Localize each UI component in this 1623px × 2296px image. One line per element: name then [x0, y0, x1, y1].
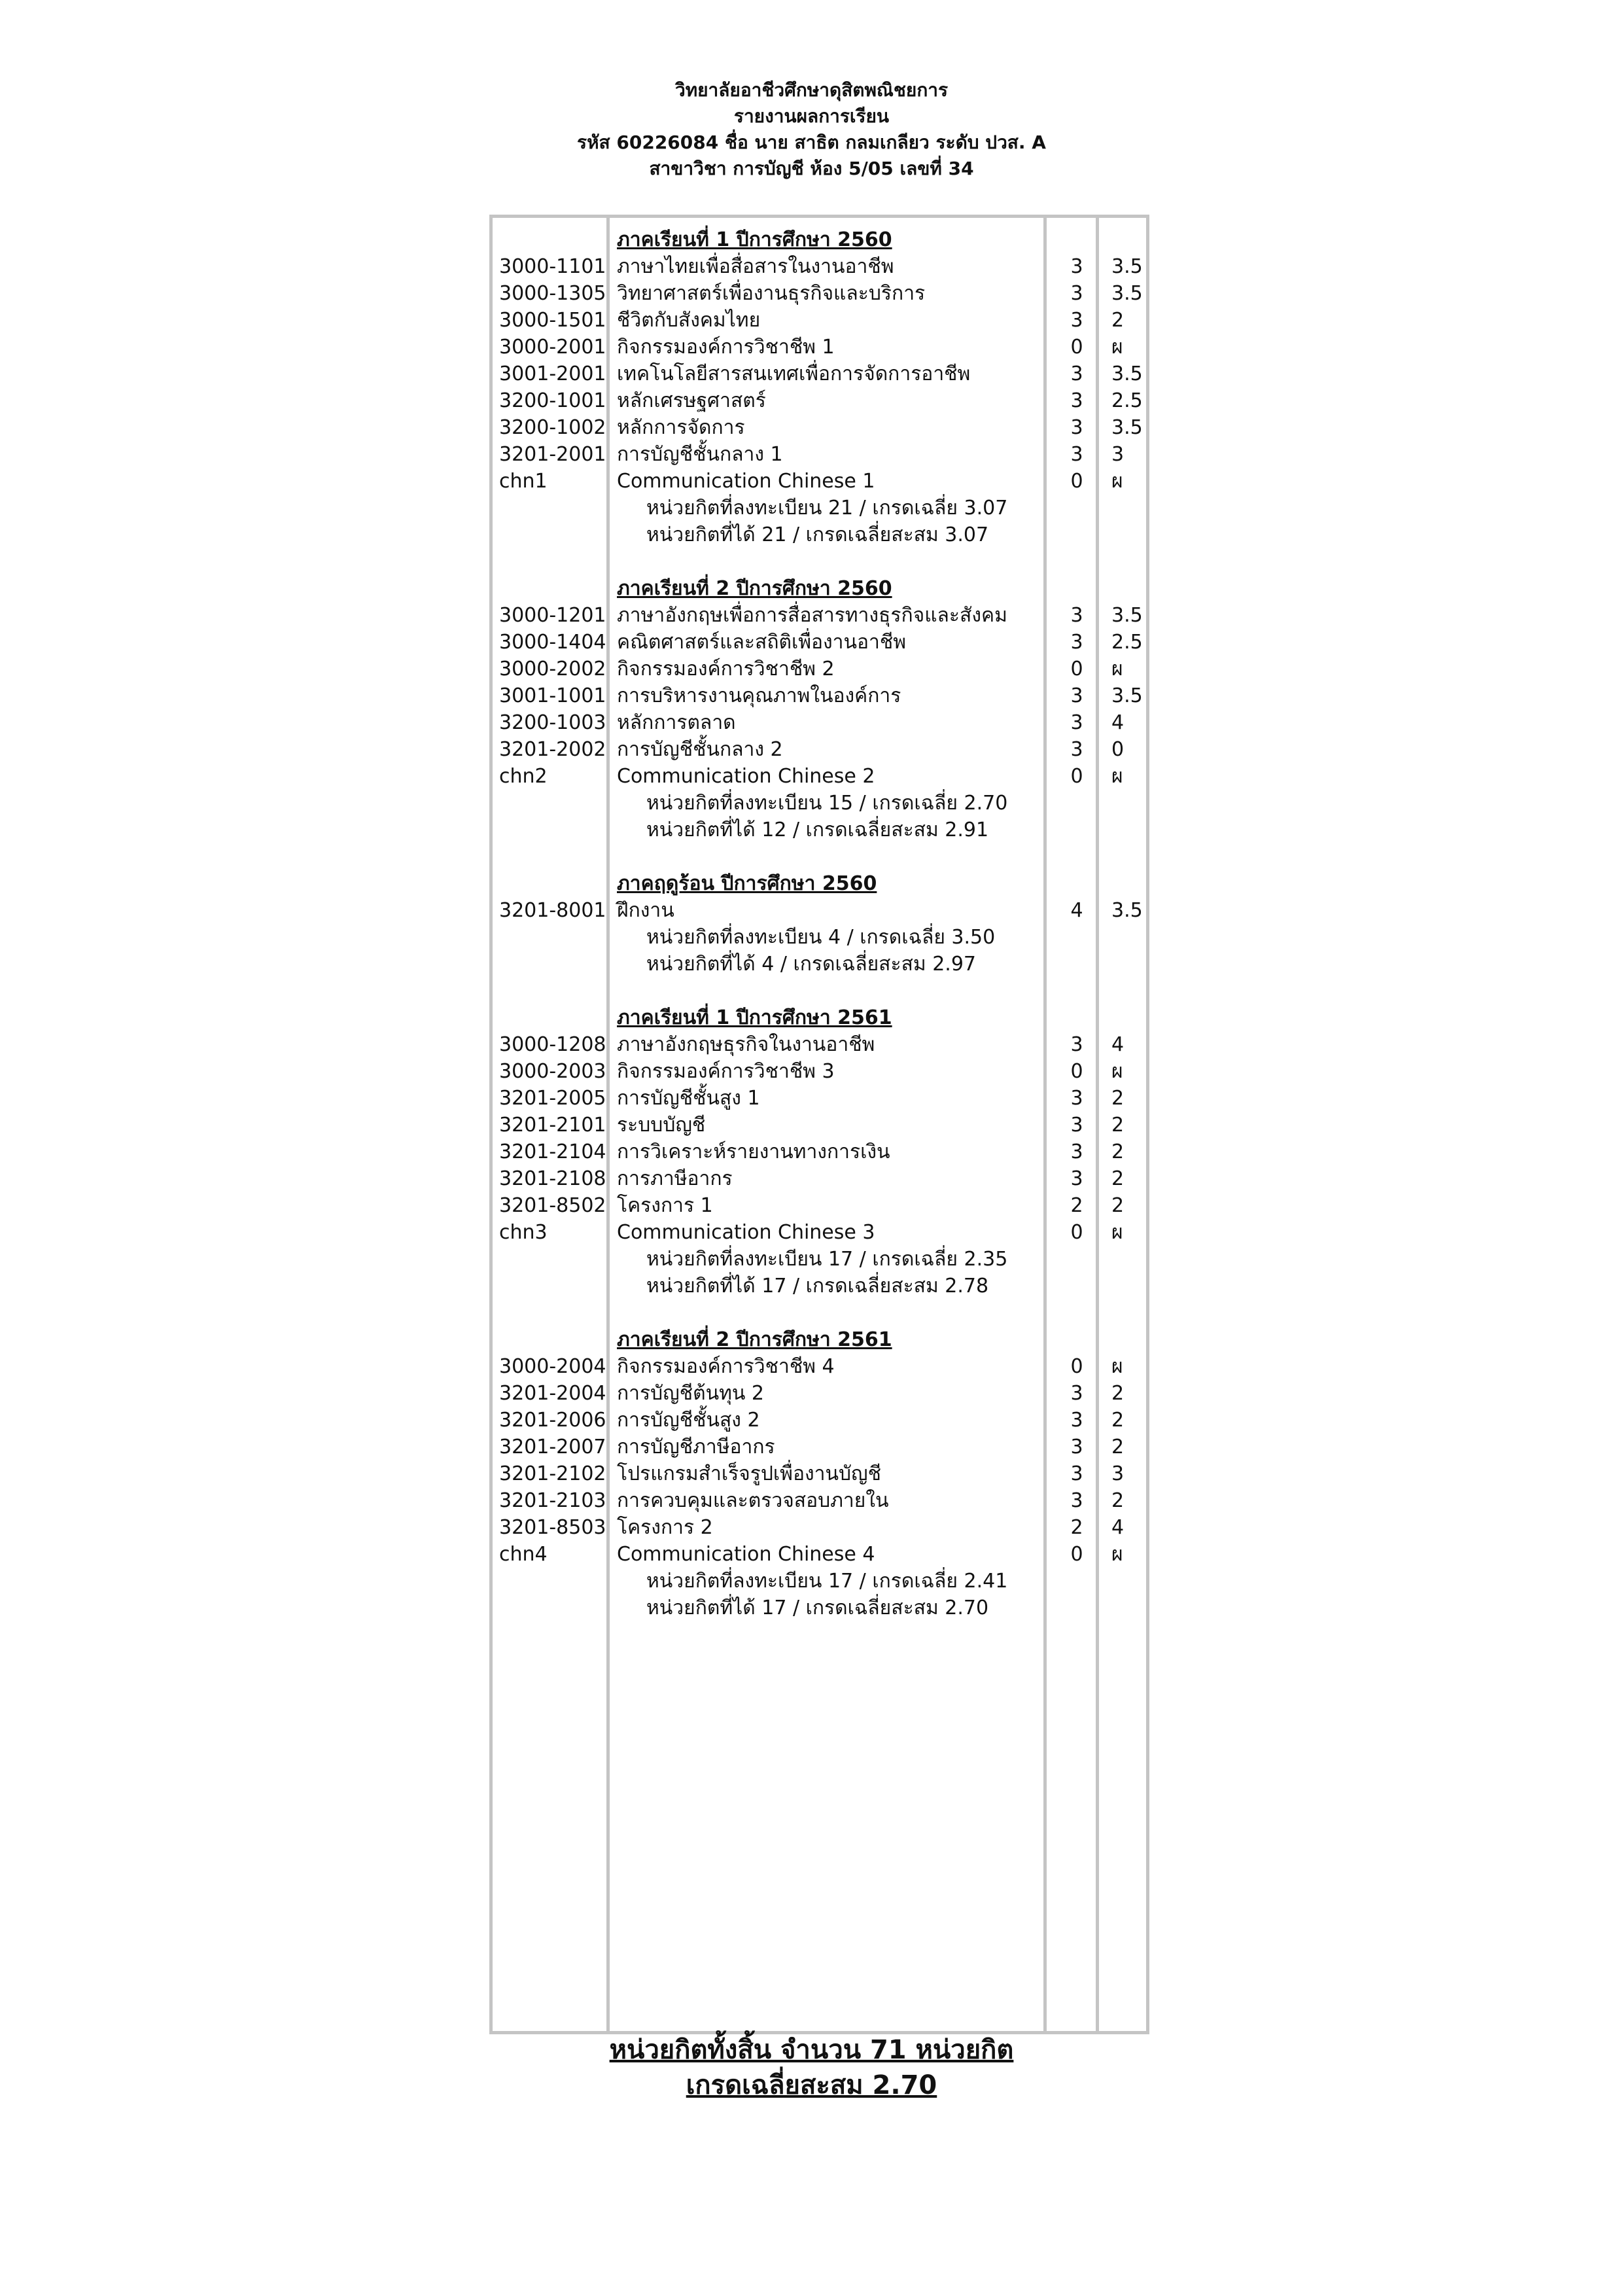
student-info: รหัส 60226084 ชื่อ นาย สาธิต กลมเกลียว ระดับ ปวส. A — [577, 132, 1046, 153]
course-code: chn2 — [499, 765, 548, 788]
course-credits: 3 — [1070, 416, 1083, 439]
course-name: โปรแกรมสำเร็จรูปเพื่องานบัญชี — [617, 1462, 881, 1485]
course-name: การบัญชีชั้นสูง 1 — [617, 1087, 760, 1110]
course-code: 3201-2102 — [499, 1462, 606, 1485]
course-code: 3201-2006 — [499, 1409, 606, 1432]
course-row — [493, 1031, 1146, 1058]
course-grade: ผ — [1111, 336, 1123, 359]
semester-title: ภาคฤดูร้อน ปีการศึกษา 2560 — [617, 872, 877, 895]
course-code: 3000-1101 — [499, 255, 606, 278]
course-grade: 2 — [1111, 1489, 1125, 1512]
course-grade: 2.5 — [1111, 631, 1143, 654]
semester-header — [493, 226, 1146, 253]
course-code: 3201-2001 — [499, 443, 606, 466]
course-row — [493, 629, 1146, 656]
course-row — [493, 1165, 1146, 1192]
semester-spacer — [493, 548, 1146, 575]
course-name: การบริหารงานคุณภาพในองค์การ — [617, 684, 901, 707]
course-row — [493, 1058, 1146, 1085]
semester-spacer — [493, 843, 1146, 870]
course-row — [493, 656, 1146, 682]
course-grade: 3 — [1111, 1462, 1125, 1485]
course-credits: 3 — [1070, 1462, 1083, 1485]
course-credits: 3 — [1070, 1382, 1083, 1405]
semester-title: ภาคเรียนที่ 2 ปีการศึกษา 2560 — [617, 577, 892, 600]
course-name: การบัญชีชั้นกลาง 1 — [617, 443, 783, 466]
course-name: หลักเศรษฐศาสตร์ — [617, 389, 766, 412]
course-code: 3201-2002 — [499, 738, 606, 761]
course-code: 3201-2104 — [499, 1140, 606, 1163]
course-row — [493, 682, 1146, 709]
course-code: 3201-8502 — [499, 1194, 606, 1217]
course-row — [493, 387, 1146, 414]
course-name: กิจกรรมองค์การวิชาชีพ 4 — [617, 1355, 835, 1378]
course-grade: 3.5 — [1111, 684, 1143, 707]
course-code: 3201-2101 — [499, 1114, 606, 1137]
college-name: วิทยาลัยอาชีวศึกษาดุสิตพณิชยการ — [674, 79, 949, 101]
course-grade: ผ — [1111, 1221, 1123, 1244]
summary-registered: หน่วยกิตที่ลงทะเบียน 21 / เกรดเฉลี่ย 3.07 — [646, 497, 1008, 520]
course-grade: 2 — [1111, 1194, 1125, 1217]
semester-summary — [493, 951, 1146, 978]
course-code: 3201-2007 — [499, 1436, 606, 1458]
course-name: กิจกรรมองค์การวิชาชีพ 2 — [617, 658, 835, 680]
summary-earned: หน่วยกิตที่ได้ 17 / เกรดเฉลี่ยสะสม 2.70 — [646, 1597, 989, 1619]
semester-summary — [493, 1595, 1146, 1621]
semester-title: ภาคเรียนที่ 2 ปีการศึกษา 2561 — [617, 1328, 892, 1351]
course-grade: 4 — [1111, 711, 1125, 734]
course-credits: 0 — [1070, 336, 1083, 359]
course-name: โครงการ 2 — [617, 1516, 713, 1539]
course-row — [493, 441, 1146, 468]
course-credits: 0 — [1070, 658, 1083, 680]
course-credits: 2 — [1070, 1194, 1083, 1217]
course-code: 3000-2002 — [499, 658, 606, 680]
course-name: ภาษาอังกฤษธุรกิจในงานอาชีพ — [617, 1033, 875, 1056]
semester-header — [493, 1326, 1146, 1353]
course-grade: 2 — [1111, 1087, 1125, 1110]
course-row — [493, 468, 1146, 495]
course-grade: 2 — [1111, 1409, 1125, 1432]
course-grade: 3.5 — [1111, 899, 1143, 922]
course-grade: 2 — [1111, 1382, 1125, 1405]
course-row — [493, 1219, 1146, 1246]
course-credits: 3 — [1070, 1409, 1083, 1432]
course-row — [493, 1139, 1146, 1165]
course-grade: 3.5 — [1111, 282, 1143, 305]
course-row — [493, 334, 1146, 361]
course-name: ภาษาไทยเพื่อสื่อสารในงานอาชีพ — [617, 255, 894, 278]
summary-earned: หน่วยกิตที่ได้ 17 / เกรดเฉลี่ยสะสม 2.78 — [646, 1275, 989, 1298]
semester-spacer — [493, 978, 1146, 1004]
transcript-table — [489, 215, 1149, 2034]
course-code: chn1 — [499, 470, 548, 493]
course-code: 3200-1003 — [499, 711, 606, 734]
course-row — [493, 1487, 1146, 1514]
course-grade: 2.5 — [1111, 389, 1143, 412]
course-code: 3201-2004 — [499, 1382, 606, 1405]
course-credits: 3 — [1070, 389, 1083, 412]
course-row — [493, 897, 1146, 924]
course-grade: ผ — [1111, 1543, 1123, 1566]
course-name: การบัญชีภาษีอากร — [617, 1436, 775, 1458]
course-credits: 3 — [1070, 1436, 1083, 1458]
semester-spacer — [493, 1299, 1146, 1326]
course-row — [493, 1112, 1146, 1139]
course-code: 3201-2103 — [499, 1489, 606, 1512]
course-credits: 3 — [1070, 1140, 1083, 1163]
course-credits: 3 — [1070, 309, 1083, 332]
course-name: การภาษีอากร — [617, 1167, 733, 1190]
course-grade: 2 — [1111, 1167, 1125, 1190]
course-credits: 3 — [1070, 1087, 1083, 1110]
course-row — [493, 280, 1146, 307]
course-credits: 3 — [1070, 684, 1083, 707]
course-name: ฝึกงาน — [617, 899, 674, 922]
course-name: คณิตศาสตร์และสถิติเพื่องานอาชีพ — [617, 631, 907, 654]
course-name: ชีวิตกับสังคมไทย — [617, 309, 761, 332]
course-name: การวิเคราะห์รายงานทางการเงิน — [617, 1140, 890, 1163]
course-credits: 4 — [1070, 899, 1083, 922]
course-row — [493, 1514, 1146, 1541]
course-name: การบัญชีชั้นกลาง 2 — [617, 738, 783, 761]
semester-summary — [493, 1273, 1146, 1299]
course-credits: 3 — [1070, 1114, 1083, 1137]
summary-earned: หน่วยกิตที่ได้ 4 / เกรดเฉลี่ยสะสม 2.97 — [646, 953, 977, 976]
course-credits: 0 — [1070, 470, 1083, 493]
course-code: 3000-2004 — [499, 1355, 606, 1378]
course-row — [493, 1380, 1146, 1407]
semester-summary — [493, 1568, 1146, 1595]
course-credits: 3 — [1070, 282, 1083, 305]
summary-registered: หน่วยกิตที่ลงทะเบียน 15 / เกรดเฉลี่ย 2.70 — [646, 792, 1008, 815]
course-name: Communication Chinese 4 — [617, 1543, 875, 1566]
course-name: ระบบบัญชี — [617, 1114, 706, 1137]
course-row — [493, 763, 1146, 790]
course-code: 3201-8503 — [499, 1516, 606, 1539]
course-code: 3000-2003 — [499, 1060, 606, 1083]
course-code: 3001-1001 — [499, 684, 606, 707]
course-credits: 3 — [1070, 1489, 1083, 1512]
course-row — [493, 602, 1146, 629]
course-credits: 0 — [1070, 1060, 1083, 1083]
report-header — [0, 77, 1623, 182]
course-code: 3000-1404 — [499, 631, 606, 654]
course-code: 3201-2108 — [499, 1167, 606, 1190]
course-code: 3000-1208 — [499, 1033, 606, 1056]
course-grade: ผ — [1111, 658, 1123, 680]
course-grade: 3.5 — [1111, 604, 1143, 627]
course-name: วิทยาศาสตร์เพื่องานธุรกิจและบริการ — [617, 282, 926, 305]
course-grade: 3.5 — [1111, 255, 1143, 278]
course-name: กิจกรรมองค์การวิชาชีพ 3 — [617, 1060, 835, 1083]
semester-header — [493, 1004, 1146, 1031]
course-credits: 3 — [1070, 631, 1083, 654]
report-footer — [0, 2032, 1623, 2103]
course-name: กิจกรรมองค์การวิชาชีพ 1 — [617, 336, 835, 359]
course-name: การบัญชีชั้นสูง 2 — [617, 1409, 760, 1432]
semester-summary — [493, 1246, 1146, 1273]
course-grade: ผ — [1111, 470, 1123, 493]
course-grade: ผ — [1111, 765, 1123, 788]
semester-summary — [493, 495, 1146, 521]
course-credits: 0 — [1070, 1355, 1083, 1378]
course-row — [493, 414, 1146, 441]
course-credits: 3 — [1070, 255, 1083, 278]
course-grade: 3.5 — [1111, 362, 1143, 385]
course-code: chn4 — [499, 1543, 548, 1566]
course-grade: ผ — [1111, 1355, 1123, 1378]
course-row — [493, 361, 1146, 387]
summary-registered: หน่วยกิตที่ลงทะเบียน 17 / เกรดเฉลี่ย 2.41 — [646, 1570, 1008, 1593]
course-grade: ผ — [1111, 1060, 1123, 1083]
summary-earned: หน่วยกิตที่ได้ 21 / เกรดเฉลี่ยสะสม 3.07 — [646, 523, 989, 546]
course-row — [493, 1192, 1146, 1219]
course-credits: 0 — [1070, 1221, 1083, 1244]
course-row — [493, 1353, 1146, 1380]
semester-summary — [493, 817, 1146, 843]
course-row — [493, 1085, 1146, 1112]
course-name: หลักการตลาด — [617, 711, 736, 734]
course-credits: 3 — [1070, 1167, 1083, 1190]
course-grade: 3 — [1111, 443, 1125, 466]
course-credits: 3 — [1070, 738, 1083, 761]
course-code: 3201-2005 — [499, 1087, 606, 1110]
course-name: การควบคุมและตรวจสอบภายใน — [617, 1489, 889, 1512]
course-code: 3000-1305 — [499, 282, 606, 305]
course-name: Communication Chinese 1 — [617, 470, 875, 493]
course-row — [493, 1407, 1146, 1434]
course-name: เทคโนโลยีสารสนเทศเพื่อการจัดการอาชีพ — [617, 362, 971, 385]
course-name: หลักการจัดการ — [617, 416, 745, 439]
summary-earned: หน่วยกิตที่ได้ 12 / เกรดเฉลี่ยสะสม 2.91 — [646, 819, 989, 841]
semester-header — [493, 870, 1146, 897]
course-code: 3201-8001 — [499, 899, 606, 922]
course-row — [493, 736, 1146, 763]
program-info: สาขาวิชา การบัญชี ห้อง 5/05 เลขที่ 34 — [649, 158, 974, 179]
course-code: 3200-1002 — [499, 416, 606, 439]
course-row — [493, 1434, 1146, 1460]
course-credits: 2 — [1070, 1516, 1083, 1539]
semester-summary — [493, 924, 1146, 951]
course-name: โครงการ 1 — [617, 1194, 713, 1217]
semester-summary — [493, 521, 1146, 548]
course-code: 3000-1201 — [499, 604, 606, 627]
course-name: ภาษาอังกฤษเพื่อการสื่อสารทางธุรกิจและสังคม — [617, 604, 1007, 627]
course-row — [493, 1541, 1146, 1568]
course-name: Communication Chinese 2 — [617, 765, 875, 788]
course-row — [493, 253, 1146, 280]
course-code: 3000-1501 — [499, 309, 606, 332]
semester-title: ภาคเรียนที่ 1 ปีการศึกษา 2561 — [617, 1006, 892, 1029]
course-grade: 4 — [1111, 1516, 1125, 1539]
transcript-rows — [493, 226, 1146, 1621]
course-grade: 3.5 — [1111, 416, 1143, 439]
course-code: chn3 — [499, 1221, 548, 1244]
course-code: 3000-2001 — [499, 336, 606, 359]
course-grade: 4 — [1111, 1033, 1125, 1056]
course-credits: 3 — [1070, 604, 1083, 627]
course-credits: 3 — [1070, 443, 1083, 466]
course-grade: 2 — [1111, 1114, 1125, 1137]
course-name: Communication Chinese 3 — [617, 1221, 875, 1244]
course-code: 3001-2001 — [499, 362, 606, 385]
course-credits: 3 — [1070, 1033, 1083, 1056]
summary-registered: หน่วยกิตที่ลงทะเบียน 17 / เกรดเฉลี่ย 2.35 — [646, 1248, 1008, 1271]
course-row — [493, 709, 1146, 736]
course-credits: 3 — [1070, 711, 1083, 734]
course-credits: 3 — [1070, 362, 1083, 385]
course-name: การบัญชีต้นทุน 2 — [617, 1382, 764, 1405]
course-grade: 2 — [1111, 1436, 1125, 1458]
course-credits: 0 — [1070, 1543, 1083, 1566]
course-row — [493, 1460, 1146, 1487]
course-credits: 0 — [1070, 765, 1083, 788]
report-title: รายงานผลการเรียน — [733, 105, 890, 127]
cumulative-gpa: เกรดเฉลี่ยสะสม 2.70 — [686, 2070, 937, 2100]
semester-summary — [493, 790, 1146, 817]
course-row — [493, 307, 1146, 334]
semester-header — [493, 575, 1146, 602]
summary-registered: หน่วยกิตที่ลงทะเบียน 4 / เกรดเฉลี่ย 3.50 — [646, 926, 996, 949]
semester-title: ภาคเรียนที่ 1 ปีการศึกษา 2560 — [617, 228, 892, 251]
course-grade: 0 — [1111, 738, 1125, 761]
course-grade: 2 — [1111, 309, 1125, 332]
total-credits: หน่วยกิตทั้งสิ้น จำนวน 71 หน่วยกิต — [609, 2035, 1014, 2065]
course-grade: 2 — [1111, 1140, 1125, 1163]
course-code: 3200-1001 — [499, 389, 606, 412]
